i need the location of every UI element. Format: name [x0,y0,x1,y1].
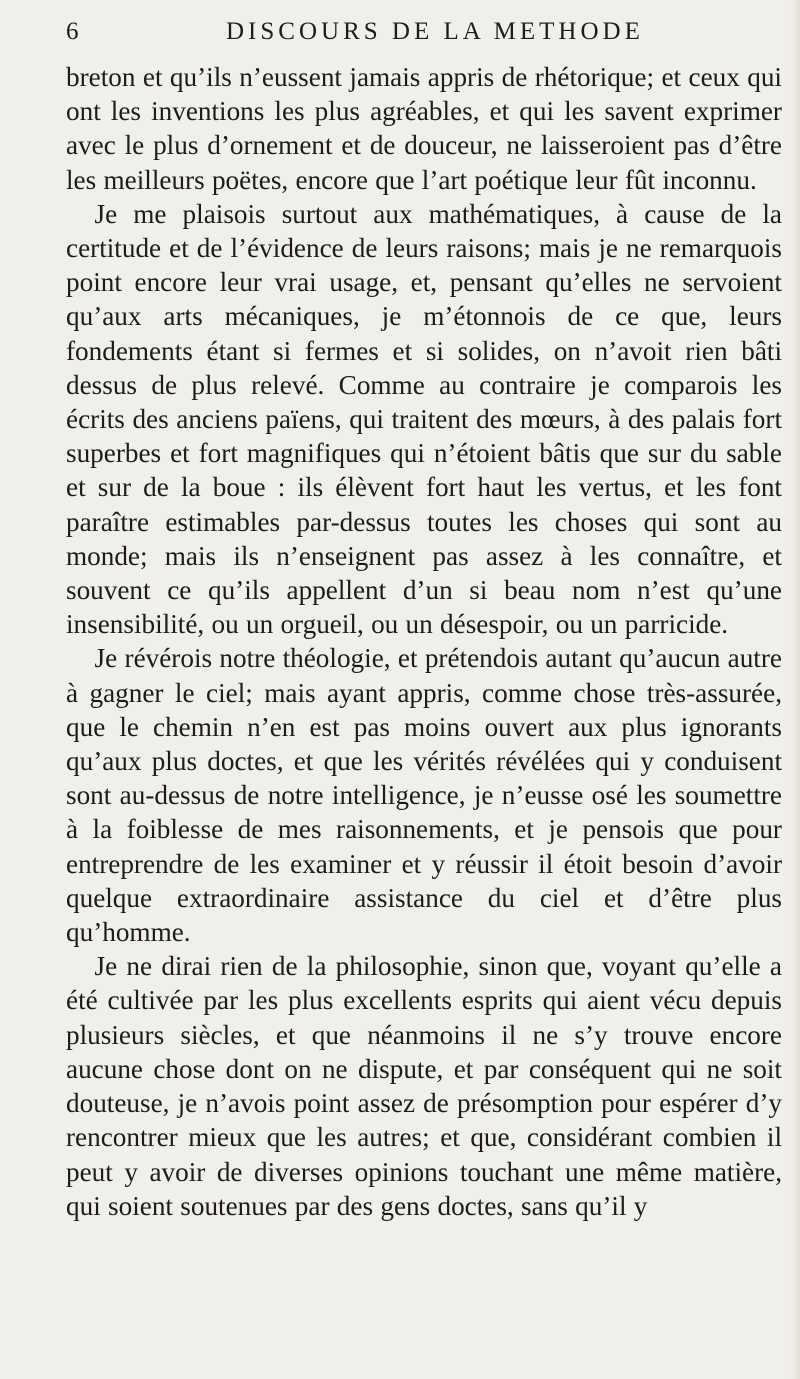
page-header [66,18,782,56]
page-number: 6 [66,18,79,45]
paragraph-theology: Je révérois notre théologie, et prétendois autant qu’aucun autre à gagner le ciel; mais ayant appris, comme chose très-assurée, que le chemin n’en est pas moins ouvert aux plus ignorants qu’aux plus doctes, et que les vérités révélées qui y conduisent sont au-dessus de notre intelligence, je n’eusse osé les soumettre à la foiblesse de mes raisonnements, et je pensois que pour entreprendre de les examiner et y réussir il étoit besoin d’avoir quelque extraordinaire assistance du ciel et d’être plus qu’homme. [66,643,782,948]
paragraph-mathematics: Je me plaisois surtout aux mathématiques, à cause de la certitude et de l’évidence de leurs raisons; mais je ne remarquois point encore leur vrai usage, et, pensant qu’elles ne servoient qu’aux arts mécaniques, je m’étonnois de ce que, leurs fondements étant si fermes et si solides, on n’avoit rien bâti dessus de plus relevé. Comme au contraire je comparois les écrits des anciens païens, qui traitent des mœurs, à des palais fort superbes et fort magnifiques qui n’étoient bâtis que sur du sable et sur de la boue : ils élèvent fort haut les vertus, et les font paraître estimables par-dessus toutes les choses qui sont au monde; mais ils n’enseignent pas assez à les connaître, et souvent ce qu’ils appellent d’un si beau nom n’est qu’une insensibilité, ou un orgueil, ou un désespoir, ou un parricide. [66,198,782,640]
running-title: DISCOURS DE LA METHODE [226,18,644,45]
body-text [66,60,782,1223]
page-edge-shadow [790,0,800,1379]
paragraph-philosophy: Je ne dirai rien de la philosophie, sinon que, voyant qu’elle a été cultivée par les plus excellents esprits qui aient vécu depuis plusieurs siècles, et que néanmoins il ne s’y trouve encore aucune chose dont on ne dispute, et par conséquent qui ne soit douteuse, je n’avois point assez de présomption pour espérer d’y rencontrer mieux que les autres; et que, considérant combien il peut y avoir de diverses opinions touchant une même matière, qui soient soutenues par des gens doctes, sans qu’il y [66,951,782,1221]
paragraph-continued: breton et qu’ils n’eussent jamais appris de rhétorique; et ceux qui ont les inventions les plus agréables, et qui les savent exprimer avec le plus d’ornement et de douceur, ne laisseroient pas d’être les meilleurs poëtes, encore que l’art poétique leur fût inconnu. [66,62,782,195]
